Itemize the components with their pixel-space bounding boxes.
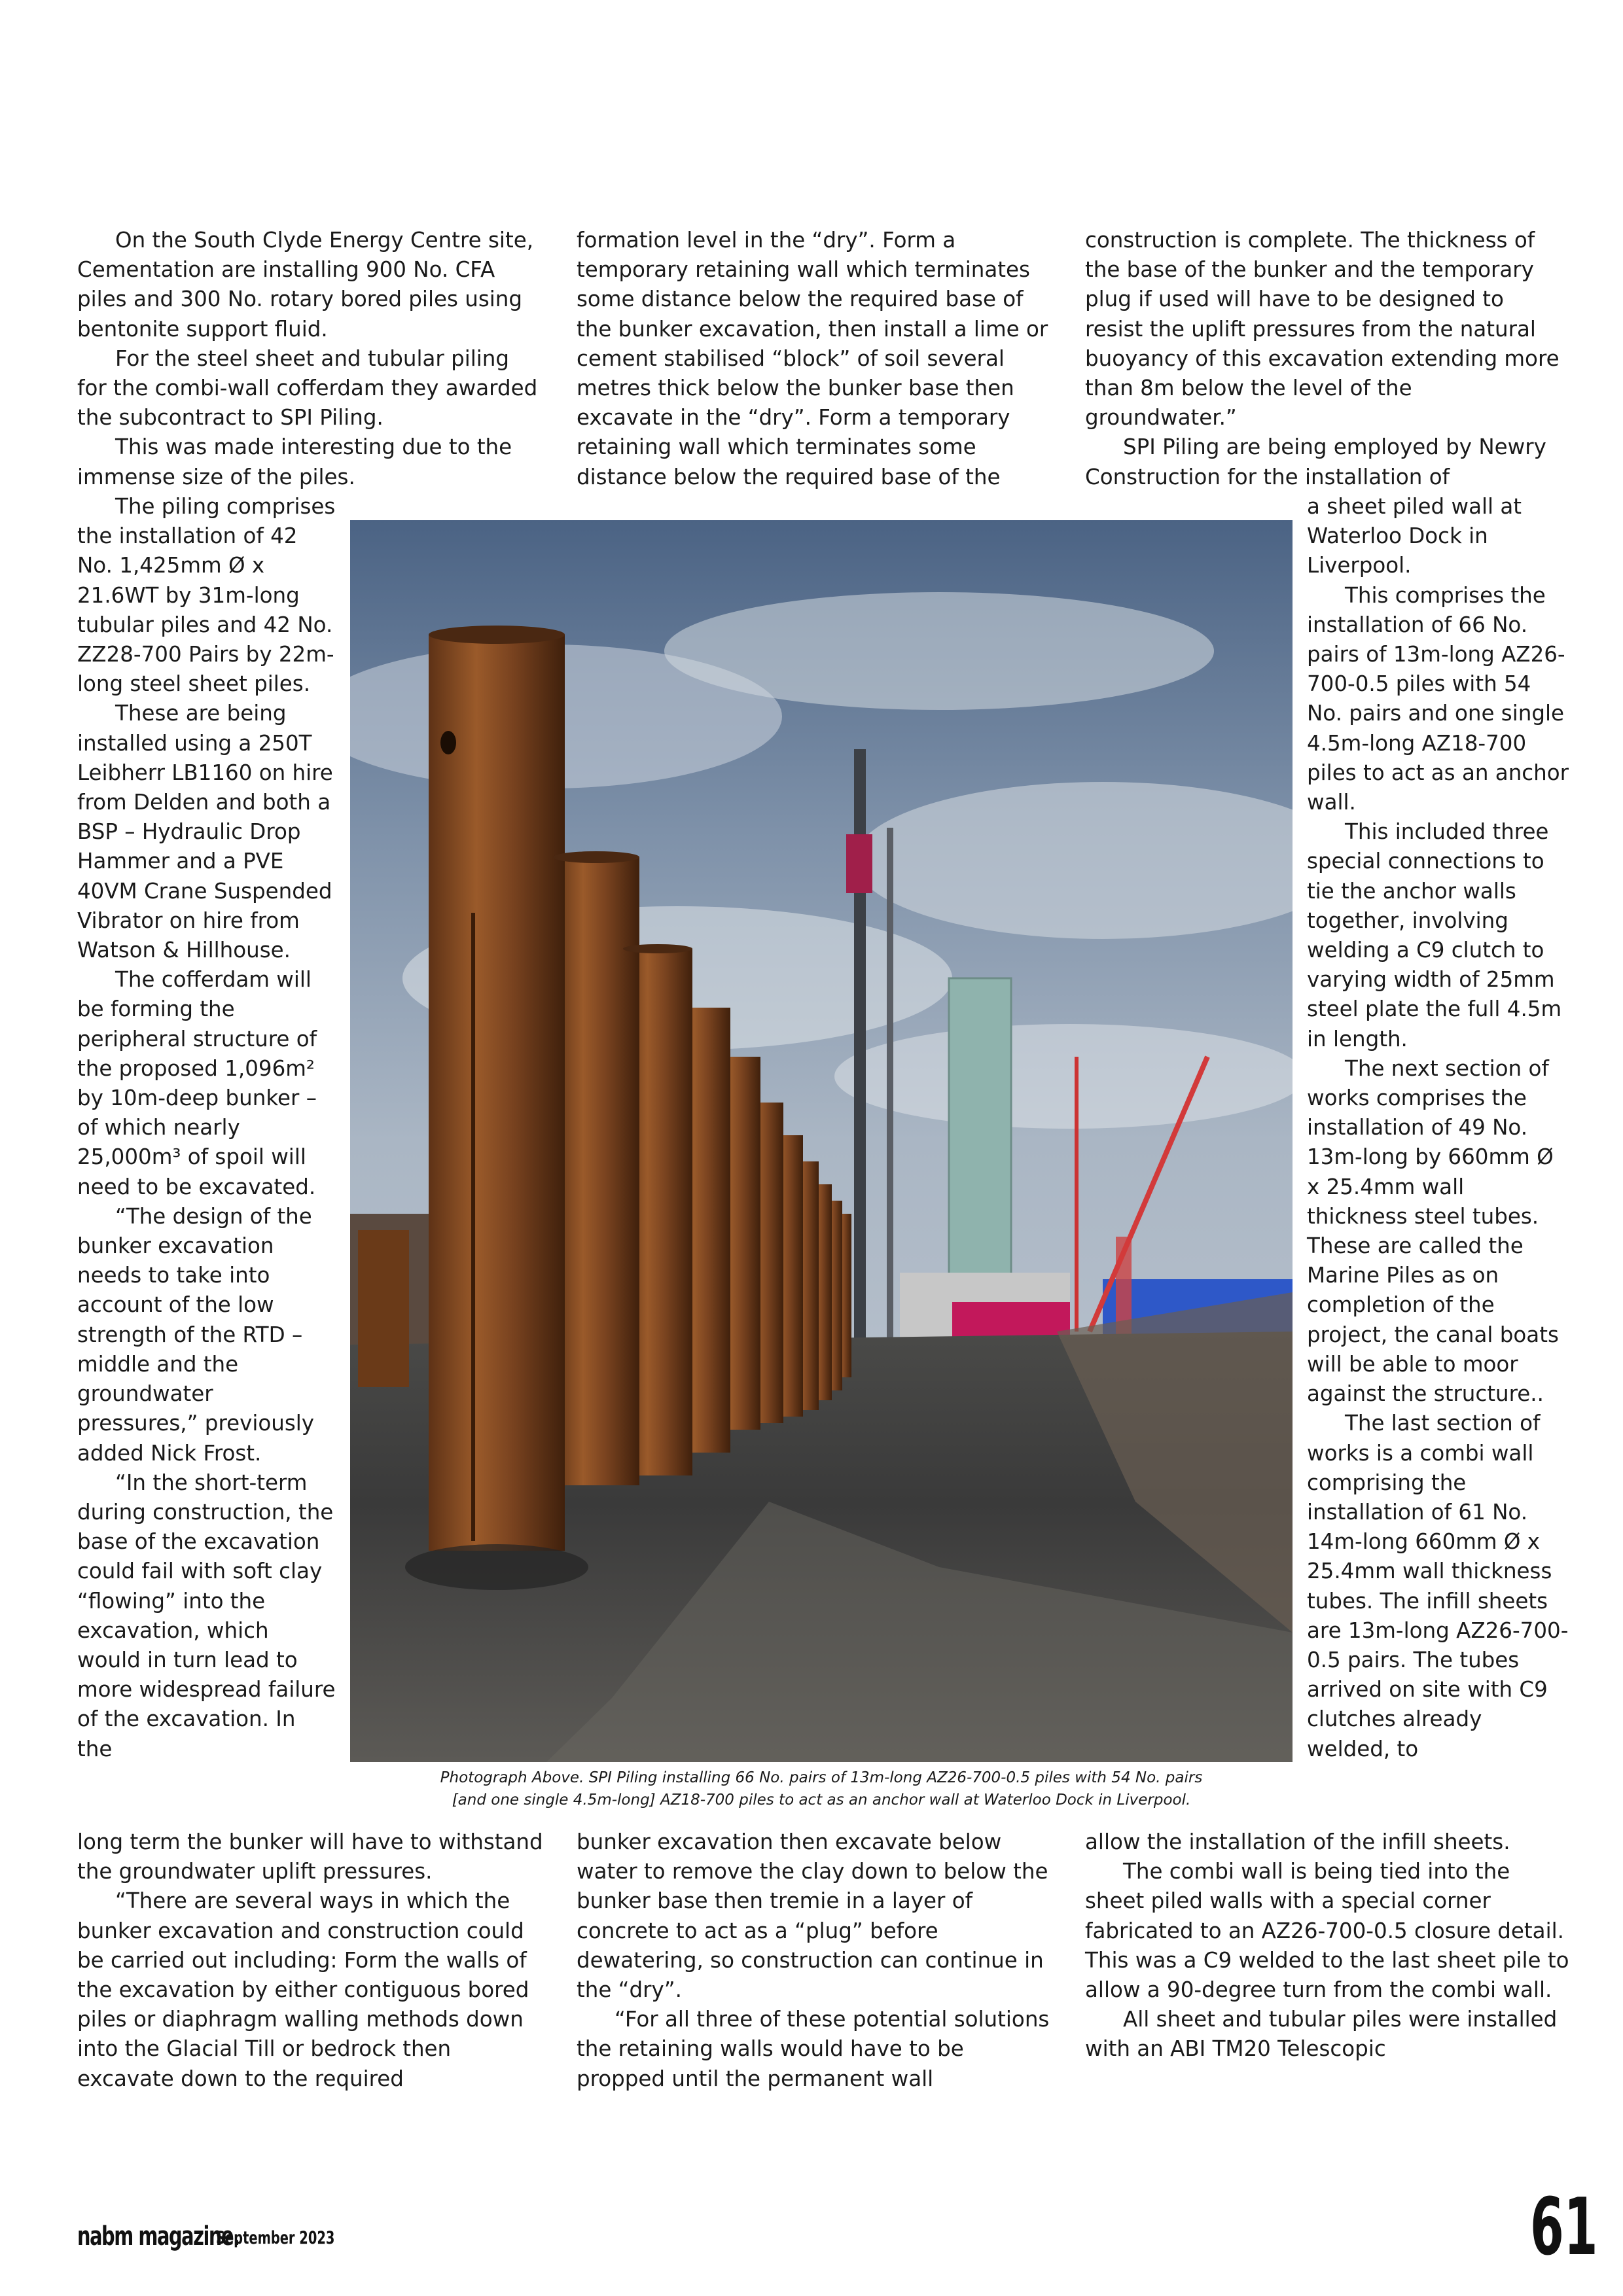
photo-caption — [366, 1767, 1276, 1811]
paragraph: The combi wall is being tied into the sheet piled walls with a special corner fabricated to an AZ26-700-0.5 closure detail. This was a C9 welded to the last sheet pile to allow a 90-degree turn from the combi wall. — [1085, 1859, 1569, 2003]
paragraph: The last section of works is a combi wall comprising the installation of 61 No. 14m-long 660mm Ø x 25.4mm wall thickness tubes. The infill sheets are 13m-long AZ26-700-0.5 pairs. The tubes arrived on site with C9 clutches already welded, to — [1307, 1411, 1569, 1761]
paragraph: bunker excavation then excavate below water to remove the clay down to below the bunker base then tremie in a layer of concrete to act as a “plug” before dewatering, so construction can continue in the “dry”. — [577, 1829, 1048, 2003]
paragraph: “In the short-term during construction, the base of the excavation could fail with soft clay “flowing” into the excavation, which would in turn lead to more widespread failure of the excavation. In the — [77, 1470, 336, 1761]
paragraph: The piling comprises the installation of 42 No. 1,425mm Ø x 21.6WT by 31m-long tubular piles and 42 No. ZZ28-700 Pairs by 22m-long steel sheet piles. — [77, 494, 336, 697]
magazine-name: nabm magazine. — [77, 2221, 240, 2252]
column-3-bottom — [1085, 1828, 1569, 2064]
piling-site-photo — [350, 520, 1293, 1762]
paragraph: This comprises the installation of 66 No. pairs of 13m-long AZ26-700-0.5 piles with 54 No. pairs and one single 4.5m-long AZ18-700 piles to act as an anchor wall. — [1307, 582, 1569, 815]
column-1-narrow — [77, 492, 336, 1764]
issue-date: September 2023 — [216, 2228, 335, 2248]
paragraph: This included three special connections to tie the anchor walls together, involving welding a C9 clutch to varying width of 25mm steel plate the full 4.5m in length. — [1307, 819, 1562, 1051]
caption-line-1: Photograph Above. SPI Piling installing 66 No. pairs of 13m-long AZ26-700-0.5 piles with 54 No. pairs — [440, 1769, 1203, 1786]
column-3-narrow — [1307, 492, 1569, 1764]
caption-line-2: [and one single 4.5m-long] AZ18-700 piles to act as an anchor wall at Waterloo Dock in Liverpool. — [452, 1792, 1191, 1809]
paragraph: a sheet piled wall at Waterloo Dock in Liverpool. — [1307, 494, 1522, 578]
paragraph: On the South Clyde Energy Centre site, Cementation are installing 900 No. CFA piles and 300 No. rotary bored piles using bentonite support fluid. — [77, 228, 534, 342]
paragraph: construction is complete. The thickness of the base of the bunker and the temporary plug if used will have to be designed to resist the uplift pressures from the natural buoyancy of this excavation extending more than 8m below the level of the groundwater.” — [1085, 228, 1560, 431]
paragraph: formation level in the “dry”. Form a temporary retaining wall which terminates some distance below the required base of the bunker excavation, then install a lime or cement stabilised “block” of soil several metres thick below the bunker base then excavate in the “dry”. Form a temporary retaining wall which terminates some distance below the required base of the — [577, 228, 1048, 489]
column-3-top — [1085, 226, 1560, 492]
paragraph: “The design of the bunker excavation needs to take into account of the low strength of the RTD – middle and the groundwater pressures,” previously added Nick Frost. — [77, 1203, 315, 1466]
column-1-bottom — [77, 1828, 545, 2094]
paragraph: This was made interesting due to the immense size of the piles. — [77, 434, 512, 489]
paragraph: SPI Piling are being employed by Newry Construction for the installation of — [1085, 434, 1546, 489]
paragraph: “For all three of these potential solutions the retaining walls would have to be propped until the permanent wall — [577, 2007, 1050, 2091]
column-2-bottom — [577, 1828, 1058, 2094]
paragraph: “There are several ways in which the bunker excavation and construction could be carried out including: Form the walls of the excavation by either contiguous bored piles or diaphragm walling methods down into the Glacial Till or bedrock then excavate down to the required — [77, 1888, 529, 2091]
paragraph: These are being installed using a 250T Leibherr LB1160 on hire from Delden and both a BSP – Hydraulic Drop Hammer and a PVE 40VM Crane Suspended Vibrator on hire from Watson & Hillhouse. — [77, 701, 333, 963]
paragraph: For the steel sheet and tubular piling for the combi-wall cofferdam they awarded the subcontract to SPI Piling. — [77, 345, 538, 431]
paragraph: The cofferdam will be forming the peripheral structure of the proposed 1,096m² by 10m-deep bunker – of which nearly 25,000m³ of spoil will need to be excavated. — [77, 967, 317, 1199]
column-2-top — [577, 226, 1058, 492]
paragraph: The next section of works comprises the installation of 49 No. 13m-long by 660mm Ø x 25.4mm wall thickness steel tubes. These are called the Marine Piles as on completion of the project, the canal boats will be able to moor against the structure.. — [1307, 1055, 1559, 1407]
paragraph: allow the installation of the infill sheets. — [1085, 1829, 1510, 1854]
paragraph: long term the bunker will have to withstand the groundwater uplift pressures. — [77, 1829, 543, 1884]
column-1-top — [77, 226, 545, 492]
paragraph: All sheet and tubular piles were installed with an ABI TM20 Telescopic — [1085, 2007, 1558, 2062]
page-number: 61 — [1530, 2182, 1598, 2273]
piling-photo-illustration — [350, 520, 1293, 1762]
